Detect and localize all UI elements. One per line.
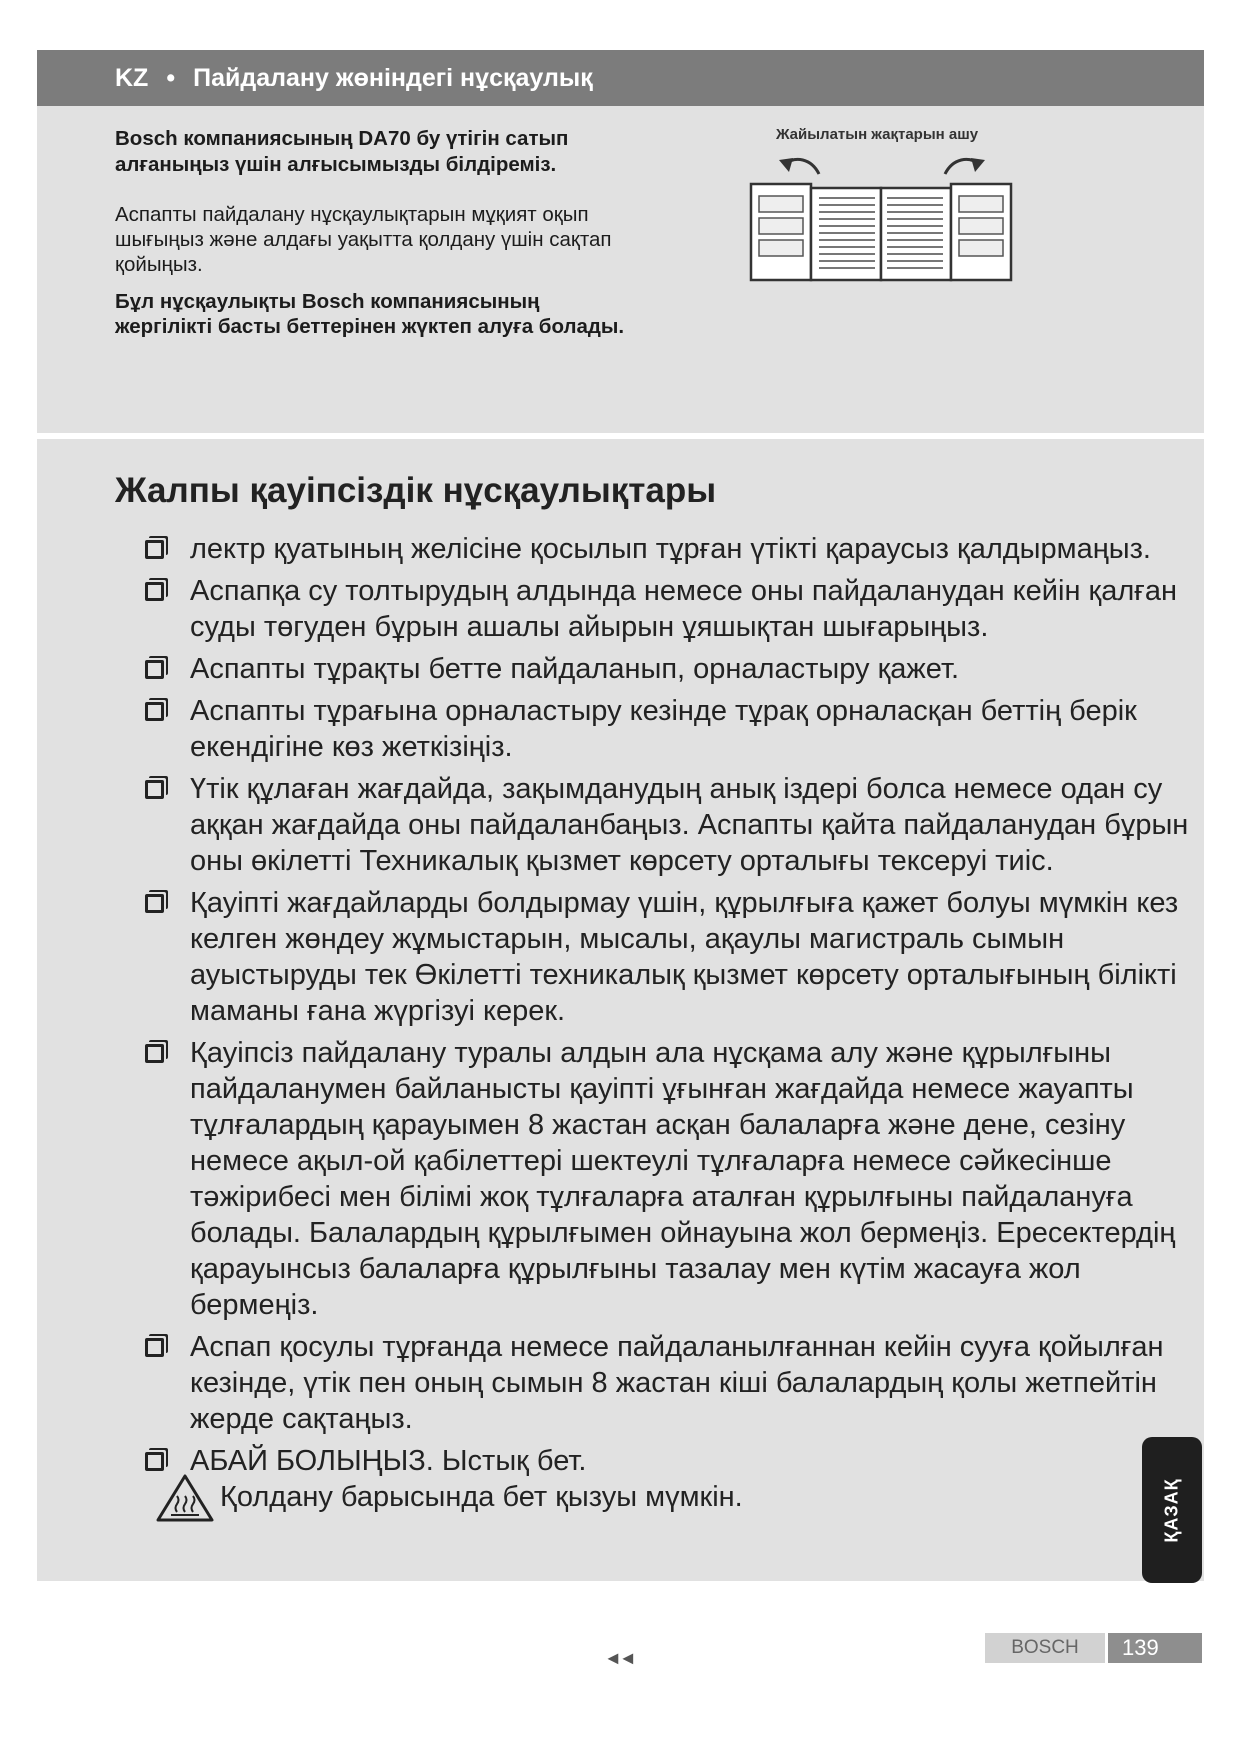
- list-item: Аспапты тұрақты бетте пайдаланып, орналастыру қажет.: [145, 651, 1205, 687]
- header-title: Пайдалану жөніндегі нұсқаулық: [193, 63, 593, 92]
- list-item: Аспап қосулы тұрғанда немесе пайдаланылғаннан кейін сууға қойылған кезінде, үтік пен оның сымын 8 жастан кіші балалардың қолы жетпейтін жерде сақтаңыз.: [145, 1329, 1205, 1437]
- intro-download: Бұл нұсқаулықты Bosch компаниясының жергілікті басты беттерінен жүктеп алуға болады.: [115, 290, 625, 338]
- list-item: Үтік құлаған жағдайда, зақымданудың анық іздері болса немесе одан су аққан жағдайда оны пайдаланбаңыз. Аспапты қайта пайдаланудан бұрын оны өкілетті Техникалық қызмет көрсету орталығы тексеруі тиіс.: [145, 771, 1205, 879]
- safety-rules-list: [145, 531, 1205, 1521]
- checkbox-bullet-icon: [145, 1338, 164, 1357]
- intro-thanks: Bosch компаниясының DA70 бу үтігін сатып алғаныңыз үшін алғысымызды білдіреміз.: [115, 127, 569, 176]
- back-arrows-icon[interactable]: ◄◄: [604, 1648, 634, 1668]
- checkbox-bullet-icon: [145, 660, 164, 679]
- checkbox-bullet-icon: [145, 780, 164, 799]
- side-tab-label: ҚАЗАҚ: [1161, 1477, 1182, 1543]
- intro-panel: [37, 106, 1204, 433]
- list-item: Қауіпсіз пайдалану туралы алдын ала нұсқама алу және құрылғыны пайдаланумен байланысты қауіпті ұғынған жағдайда немесе жауапты тұлғалардың қарауымен 8 жастан асқан балаларға және дене, сезіну немесе ақыл-ой қабілеттері шектеулі тұлғаларға немесе сәйкесінше тәжірибесі мен білімі жоқ тұлғаларға аталған құрылғыны пайдалануға болады. Балалардың құрылғымен ойнауына жол бермеңіз. Ересектердің қарауынсыз балаларға құрылғыны тазалау мен күтім жасауға жол бермеңіз.: [145, 1035, 1205, 1323]
- checkbox-bullet-icon: [145, 540, 164, 559]
- fold-caption: Жайылатын жақтарын ашу: [775, 126, 979, 143]
- brand-label: BOSCH: [985, 1633, 1105, 1663]
- intro-text: [115, 126, 635, 339]
- foldout-book-icon: [749, 150, 1013, 286]
- list-item: лектр қуатының желісіне қосылып тұрған үтікті қараусыз қалдырмаңыз.: [145, 531, 1205, 567]
- list-item: Аспапты тұрағына орналастыру кезінде тұрақ орналасқан беттің берік екендігіне көз жеткізіңіз.: [145, 693, 1205, 765]
- safety-panel: [37, 439, 1204, 1581]
- safety-title: Жалпы қауіпсіздік нұсқаулықтары: [115, 471, 717, 510]
- checkbox-bullet-icon: [145, 894, 164, 913]
- warning-text: Қолдану барысында бет қызуы мүмкін.: [220, 1481, 743, 1513]
- checkbox-bullet-icon: [145, 1044, 164, 1063]
- warning-title: АБАЙ БОЛЫҢЫЗ. Ыстық бет.: [190, 1445, 587, 1477]
- list-item: Қауіпті жағдайларды болдырмау үшін, құрылғыға қажет болуы мүмкін кез келген жөндеу жұмыстарын, мысалы, ақаулы магистраль сымын ауыстыруды тек Өкілетті техникалық қызмет көрсету орталығының білікті маманы ғана жүргізуі керек.: [145, 885, 1205, 1029]
- list-item: Аспапқа су толтырудың алдында немесе оны пайдаланудан кейін қалған суды төгуден бұрын ашалы айырын ұяшықтан шығарыңыз.: [145, 573, 1205, 645]
- checkbox-bullet-icon: [145, 582, 164, 601]
- language-code: KZ: [115, 63, 149, 92]
- header-bar: [37, 50, 1204, 106]
- checkbox-bullet-icon: [145, 702, 164, 721]
- intro-read: Аспапты пайдалану нұсқаулықтарын мұқият оқып шығыңыз және алдағы уақытта қолдану үшін сақтап қойыңыз.: [115, 203, 612, 276]
- hot-surface-warning: [145, 1443, 1205, 1515]
- checkbox-bullet-icon: [145, 1452, 164, 1471]
- language-side-tab[interactable]: [1142, 1437, 1202, 1583]
- page-number: 139: [1108, 1633, 1202, 1663]
- hot-surface-warning-icon: [155, 1473, 215, 1523]
- header-bullet: •: [166, 63, 176, 92]
